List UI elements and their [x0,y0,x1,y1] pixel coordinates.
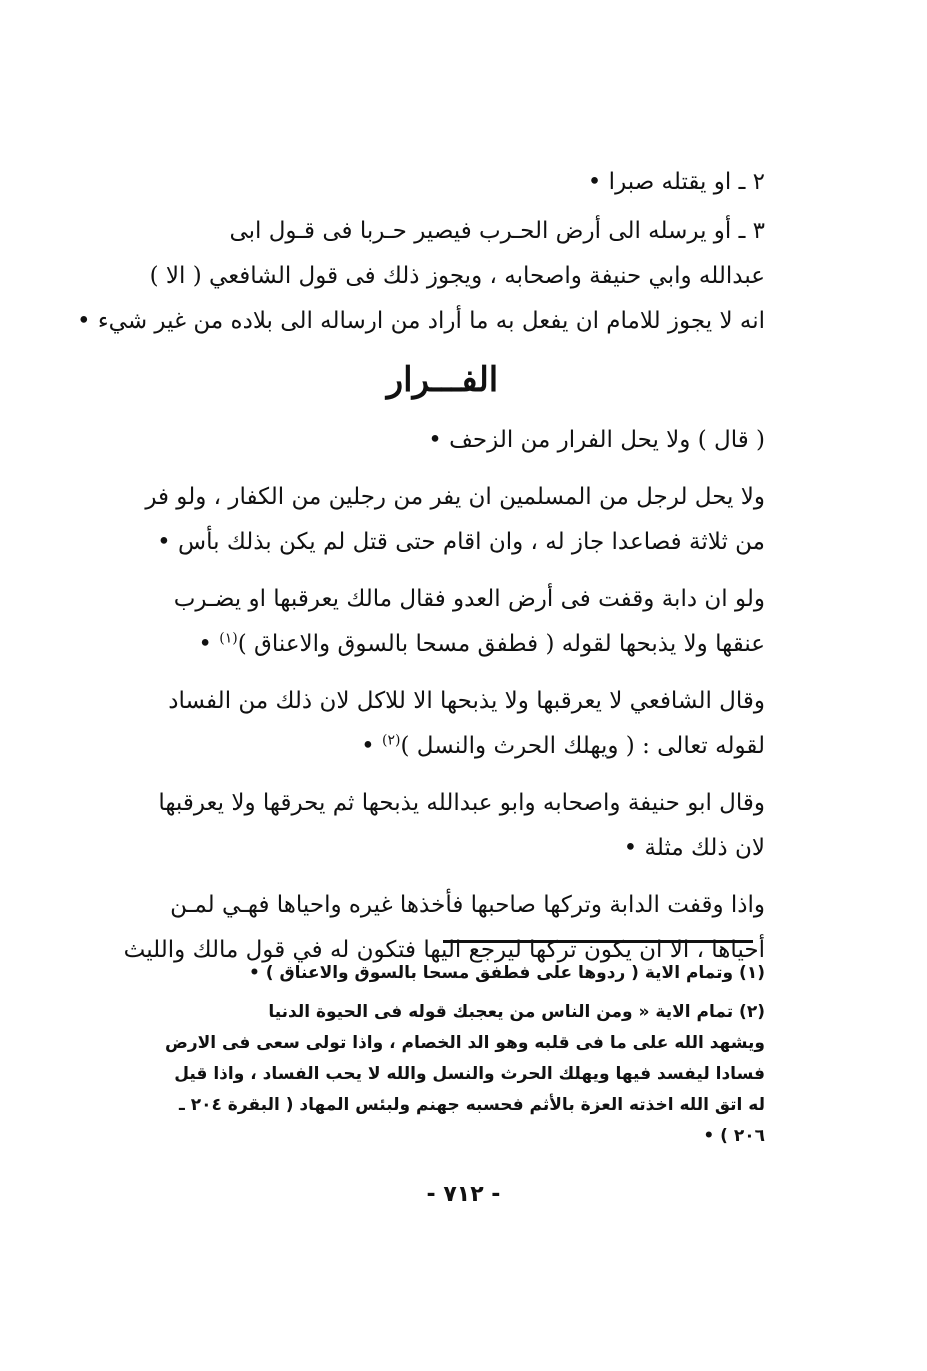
list-item-3 [76,209,765,344]
page-number: - ٧١٢ - [426,1182,501,1207]
footnote-ref-2[interactable]: (٢) [382,732,401,749]
paragraph-end-mark: • [198,631,212,657]
text-line: له اتق الله اخذته العزة بالأثم فحسبه جهنم ولبئس المهاد ( البقرة ٢٠٤ ـ [179,1095,765,1115]
text-line: فسادا ليفسد فيها ويهلك الحرث والنسل والله لا يحب الفساد ، واذا قيل [174,1064,765,1084]
text-line: وقال الشافعي لا يعرقبها ولا يذبحها الا للاكل لان ذلك من الفساد [168,688,765,714]
text-line: (٢) تمام الاية « ومن الناس من يعجبك قوله فى الحيوة الدنيا [268,1002,765,1022]
paragraph-4 [120,781,765,871]
text-line: ( قال ) ولا يحل الفرار من الزحف • [428,427,765,453]
text-line: انه لا يجوز للامام ان يفعل به ما أراد من ارساله الى بلاده من غير شيء • [76,308,765,334]
section-title: الفـــرار [386,360,499,400]
text-line: ولو ان دابة وقفت فى أرض العدو فقال مالك يعرقبها او يضـرب [173,586,765,612]
text-line: ٢٠٦ ) • [703,1126,765,1146]
footnote-divider [443,940,753,943]
text-fragment: عنقها ولا يذبحها لقوله ( فطفق مسحا بالسوق والاعناق ) [237,631,765,657]
paragraph-2 [120,577,765,667]
footnote-1: (١) وتمام الاية ( ردوها على فطفق مسحا بالسوق والاعناق ) • [248,963,765,983]
text-line: وقال ابو حنيفة واصحابه وابو عبدالله يذبحها ثم يحرقها ولا يعرقبها [158,790,765,816]
text-fragment: لقوله تعالى : ( ويهلك الحرث والنسل ) [400,733,765,759]
text-line: واذا وقفت الدابة وتركها صاحبها فأخذها غيره واحياها فهـي لمـن [170,892,765,918]
text-line: ٣ ـ أو يرسله الى أرض الحـرب فيصير حـربا فى قـول ابى [229,218,765,244]
qala-paragraph [120,418,765,463]
text-line: عبدالله وابي حنيفة واصحابه ، ويجوز ذلك فى قول الشافعي ( الا ) [149,263,765,289]
text-line: ويشهد الله على ما فى قلبه وهو الد الخصام ، واذا تولى سعى فى الارض [164,1033,765,1053]
footnotes [120,958,765,1160]
text-line: ٢ ـ او يقتله صبرا • [587,169,765,195]
page-body [76,160,765,977]
paragraph-1 [120,475,765,565]
footnote-2 [120,997,765,1152]
main-text [76,160,765,973]
paragraph-end-mark: • [361,733,375,759]
list-item-2 [120,160,765,205]
text-line: لان ذلك مثلة • [623,835,765,861]
footnote-ref-1[interactable]: (١) [219,630,238,647]
text-line [120,622,765,667]
text-line: ولا يحل لرجل من المسلمين ان يفر من رجلين من الكفار ، ولو فر [145,484,765,510]
paragraph-3 [120,679,765,769]
text-line: أحياها ، الا ان يكون تركها ليرجع اليها فتكون له في قول مالك والليث [123,937,765,963]
text-line [120,724,765,769]
text-line: من ثلاثة فصاعدا جاز له ، وان اقام حتى قتل لم يكن بذلك بأس • [157,529,765,555]
